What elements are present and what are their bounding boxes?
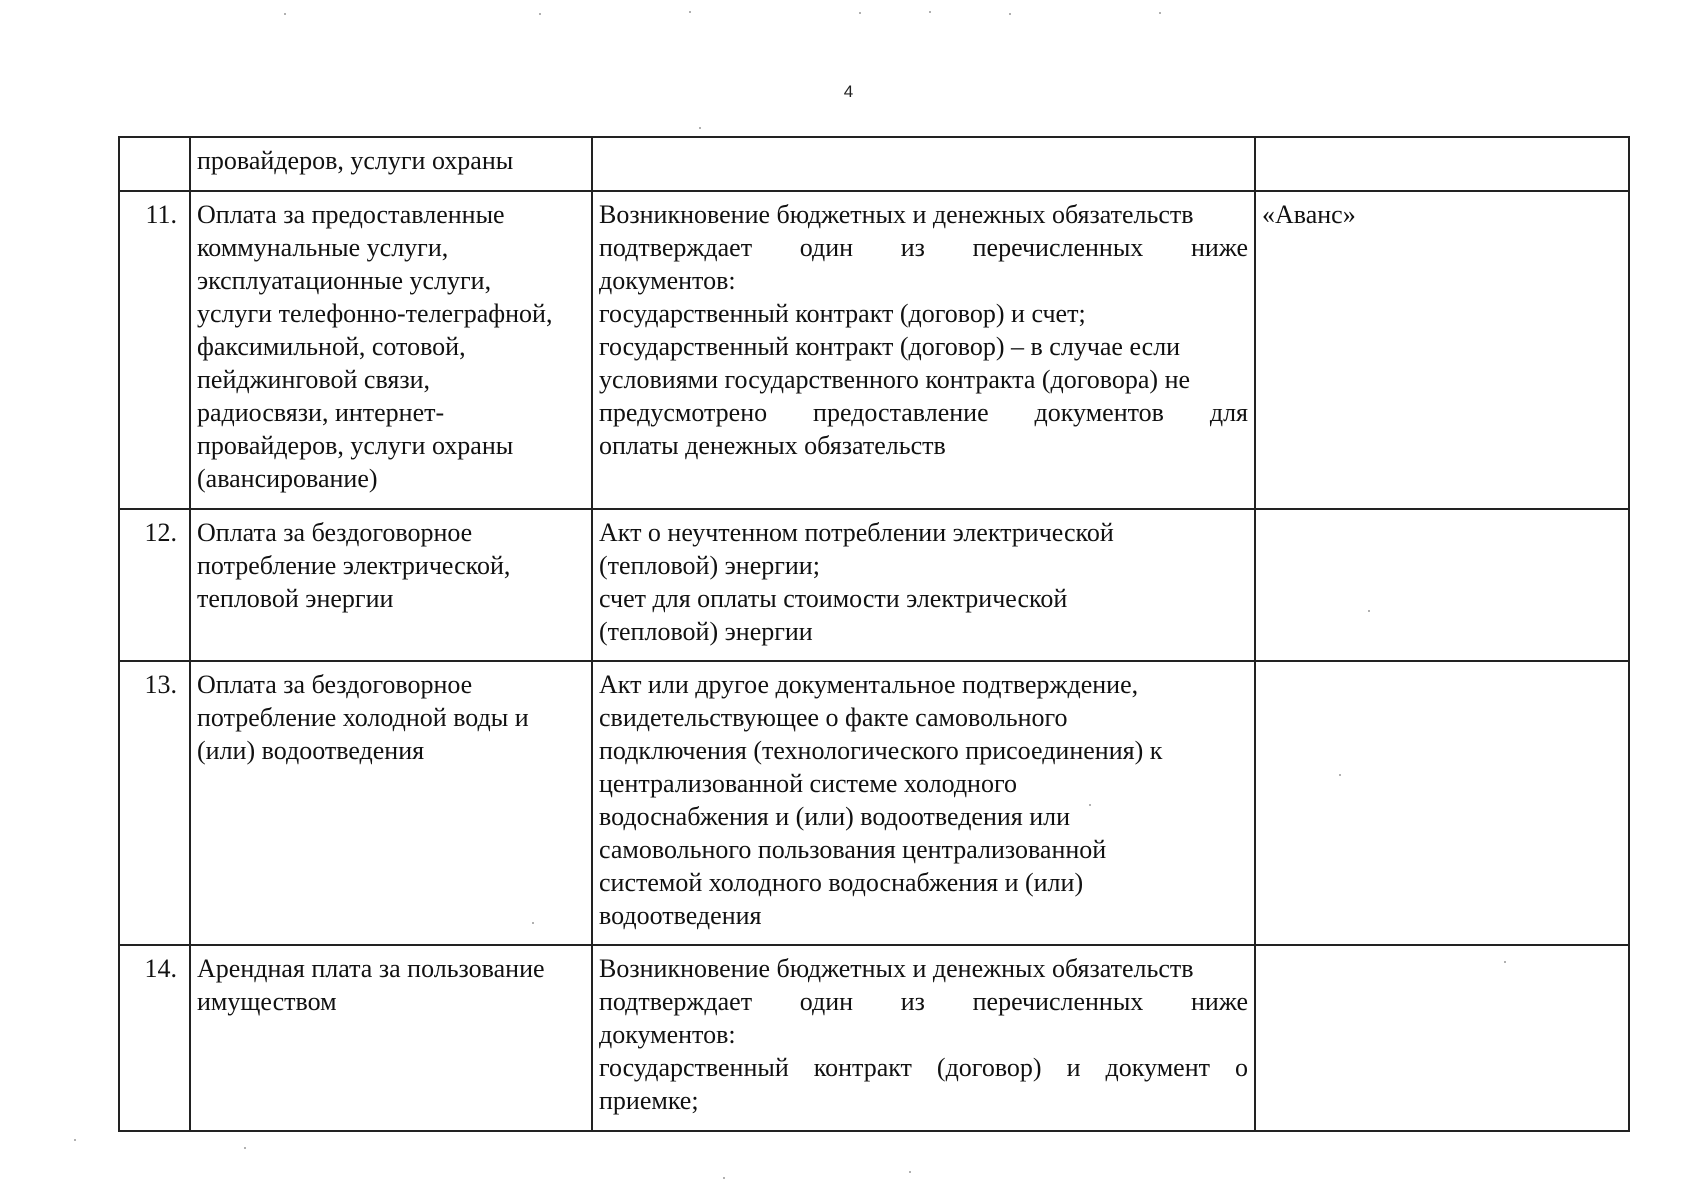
row-number-cell: 11. xyxy=(119,191,190,509)
supporting-documents-line: водоотведения xyxy=(599,901,762,930)
payment-name-line: Оплата за предоставленные xyxy=(197,200,505,229)
row-number-cell: 14. xyxy=(119,945,190,1131)
supporting-documents-cell xyxy=(592,661,1255,945)
row-number-cell: 13. xyxy=(119,661,190,945)
payment-name-line: (или) водоотведения xyxy=(197,736,425,765)
payment-name-line: Оплата за бездоговорное xyxy=(197,518,473,547)
payment-name-line: Арендная плата за пользование xyxy=(197,954,545,983)
supporting-documents-line: Возникновение бюджетных и денежных обязательств xyxy=(599,200,1194,229)
payment-name-line: потребление электрической, xyxy=(197,551,511,580)
payment-name-line: коммунальные услуги, xyxy=(197,233,449,262)
supporting-documents-line: водоснабжения и (или) водоотведения или xyxy=(599,802,1071,831)
table-row xyxy=(119,509,1629,661)
payment-name-line: услуги телефонно-телеграфной, xyxy=(197,299,553,328)
payment-name-line: эксплуатационные услуги, xyxy=(197,266,492,295)
supporting-documents-line: условиями государственного контракта (договора) не xyxy=(599,365,1191,394)
supporting-documents-line: предусмотрено предоставление документов для xyxy=(599,398,1248,427)
supporting-documents-line: подключения (технологического присоединения) к xyxy=(599,736,1163,765)
supporting-documents-line: централизованной системе холодного xyxy=(599,769,1017,798)
supporting-documents-cell xyxy=(592,509,1255,661)
table-row xyxy=(119,661,1629,945)
payment-name-cell xyxy=(190,509,592,661)
supporting-documents-line: Акт или другое документальное подтверждение, xyxy=(599,670,1139,699)
row-number-cell xyxy=(119,137,190,191)
note-cell xyxy=(1255,661,1629,945)
supporting-documents-line: (тепловой) энергии; xyxy=(599,551,820,580)
supporting-documents-line: государственный контракт (договор) и документ о xyxy=(599,1053,1248,1082)
table-body xyxy=(119,137,1629,1131)
supporting-documents-line: Возникновение бюджетных и денежных обязательств xyxy=(599,954,1194,983)
payment-name-line: Оплата за бездоговорное xyxy=(197,670,473,699)
supporting-documents-cell xyxy=(592,945,1255,1131)
page-number: 4 xyxy=(843,82,854,101)
supporting-documents-line: подтверждает один из перечисленных ниже xyxy=(599,987,1248,1016)
payment-name-line: (авансирование) xyxy=(197,464,378,493)
payment-name-line: имуществом xyxy=(197,987,337,1016)
table-row xyxy=(119,191,1629,509)
note-cell xyxy=(1255,137,1629,191)
payment-name-line: потребление холодной воды и xyxy=(197,703,529,732)
supporting-documents-line: документов: xyxy=(599,266,736,295)
row-number-cell: 12. xyxy=(119,509,190,661)
supporting-documents-line: государственный контракт (договор) и счет; xyxy=(599,299,1086,328)
payment-name-line: тепловой энергии xyxy=(197,584,394,613)
supporting-documents-cell xyxy=(592,191,1255,509)
payment-name-cell xyxy=(190,137,592,191)
supporting-documents-line: оплаты денежных обязательств xyxy=(599,431,946,460)
supporting-documents-line: (тепловой) энергии xyxy=(599,617,813,646)
supporting-documents-line: системой холодного водоснабжения и (или) xyxy=(599,868,1084,897)
payment-name-cell xyxy=(190,945,592,1131)
supporting-documents-line: подтверждает один из перечисленных ниже xyxy=(599,233,1248,262)
document-table xyxy=(118,136,1630,1132)
supporting-documents-line: Акт о неучтенном потреблении электрической xyxy=(599,518,1114,547)
supporting-documents-line: самовольного пользования централизованной xyxy=(599,835,1107,864)
payment-name-line: провайдеров, услуги охраны xyxy=(197,146,514,175)
supporting-documents-line: свидетельствующее о факте самовольного xyxy=(599,703,1068,732)
note-cell: «Аванс» xyxy=(1255,191,1629,509)
note-cell xyxy=(1255,509,1629,661)
supporting-documents-cell xyxy=(592,137,1255,191)
payment-name-cell xyxy=(190,191,592,509)
payment-name-line: пейджинговой связи, xyxy=(197,365,431,394)
payment-name-line: радиосвязи, интернет- xyxy=(197,398,445,427)
table-row xyxy=(119,137,1629,191)
payment-name-line: факсимильной, сотовой, xyxy=(197,332,466,361)
supporting-documents-line: счет для оплаты стоимости электрической xyxy=(599,584,1068,613)
table-row xyxy=(119,945,1629,1131)
supporting-documents-line: приемке; xyxy=(599,1086,699,1115)
payment-name-cell xyxy=(190,661,592,945)
payment-name-line: провайдеров, услуги охраны xyxy=(197,431,514,460)
note-cell xyxy=(1255,945,1629,1131)
supporting-documents-line: документов: xyxy=(599,1020,736,1049)
supporting-documents-line: государственный контракт (договор) – в случае если xyxy=(599,332,1181,361)
